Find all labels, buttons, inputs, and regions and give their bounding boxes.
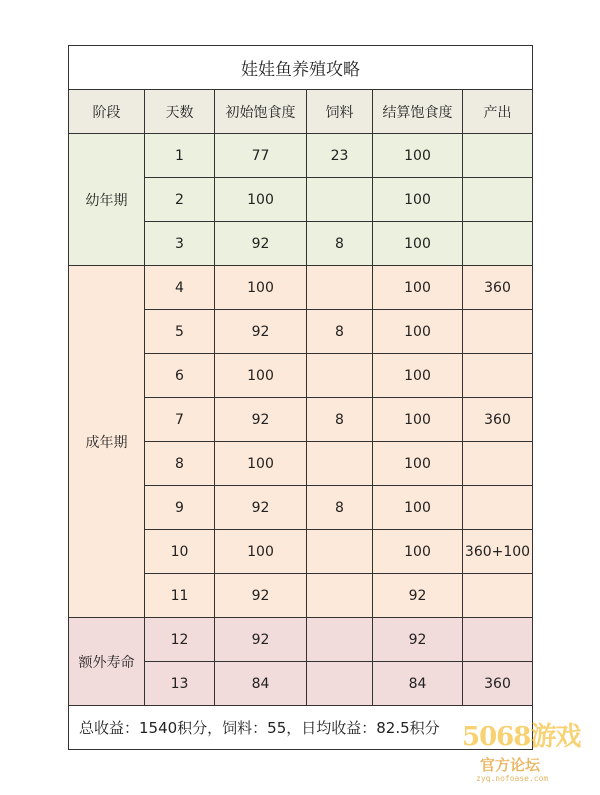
cell-final: 100: [373, 178, 463, 222]
header-final: 结算饱食度: [373, 90, 463, 134]
header-output: 产出: [463, 90, 533, 134]
cell-final: 92: [373, 618, 463, 662]
cell-final: 92: [373, 574, 463, 618]
table-title: 娃娃鱼养殖攻略: [69, 46, 533, 90]
cell-feed: [307, 442, 373, 486]
cell-output: 360+100: [463, 530, 533, 574]
cell-day: 10: [145, 530, 215, 574]
cell-final: 100: [373, 398, 463, 442]
cell-initial: 92: [215, 398, 307, 442]
cell-output: [463, 486, 533, 530]
cell-feed: [307, 178, 373, 222]
cell-day: 1: [145, 134, 215, 178]
cell-final: 100: [373, 486, 463, 530]
cell-day: 9: [145, 486, 215, 530]
cell-initial: 92: [215, 618, 307, 662]
watermark-logo: 5068游戏: [462, 722, 581, 752]
cell-day: 12: [145, 618, 215, 662]
cell-output: 360: [463, 398, 533, 442]
cell-feed: [307, 530, 373, 574]
summary-text: 总收益：1540积分，饲料：55，日均收益：82.5积分: [69, 706, 533, 750]
header-initial: 初始饱食度: [215, 90, 307, 134]
cell-final: 84: [373, 662, 463, 706]
cell-final: 100: [373, 310, 463, 354]
cell-output: [463, 354, 533, 398]
table-row: [69, 266, 533, 310]
title-row: [69, 46, 533, 90]
cell-output: 360: [463, 266, 533, 310]
cell-day: 3: [145, 222, 215, 266]
cell-initial: 92: [215, 574, 307, 618]
cell-feed: [307, 574, 373, 618]
cell-output: [463, 178, 533, 222]
cell-initial: 92: [215, 310, 307, 354]
header-stage: 阶段: [69, 90, 145, 134]
cell-final: 100: [373, 134, 463, 178]
cell-day: 7: [145, 398, 215, 442]
cell-day: 8: [145, 442, 215, 486]
cell-feed: 8: [307, 310, 373, 354]
cell-output: [463, 222, 533, 266]
cell-day: 2: [145, 178, 215, 222]
cell-initial: 92: [215, 222, 307, 266]
cell-output: [463, 310, 533, 354]
cell-feed: 8: [307, 398, 373, 442]
cell-day: 4: [145, 266, 215, 310]
watermark-sub: 官方论坛: [480, 756, 541, 774]
cell-day: 5: [145, 310, 215, 354]
cell-day: 6: [145, 354, 215, 398]
cell-feed: [307, 354, 373, 398]
cell-feed: 8: [307, 486, 373, 530]
cell-output: [463, 442, 533, 486]
cell-initial: 100: [215, 266, 307, 310]
cell-output: 360: [463, 662, 533, 706]
cell-initial: 84: [215, 662, 307, 706]
stage-cell-adult: 成年期: [69, 266, 145, 618]
cell-day: 11: [145, 574, 215, 618]
watermark: [462, 716, 592, 791]
cell-initial: 100: [215, 354, 307, 398]
table-row: [69, 618, 533, 662]
cell-initial: 100: [215, 178, 307, 222]
header-row: [69, 90, 533, 134]
cell-output: [463, 134, 533, 178]
watermark-url: zyq.nofoase.com: [476, 774, 549, 783]
strategy-table: [68, 45, 533, 750]
cell-final: 100: [373, 530, 463, 574]
cell-final: 100: [373, 222, 463, 266]
stage-cell-youth: 幼年期: [69, 134, 145, 266]
stage-cell-extra: 额外寿命: [69, 618, 145, 706]
cell-output: [463, 574, 533, 618]
cell-initial: 100: [215, 442, 307, 486]
cell-final: 100: [373, 442, 463, 486]
cell-final: 100: [373, 266, 463, 310]
header-feed: 饲料: [307, 90, 373, 134]
cell-feed: 8: [307, 222, 373, 266]
cell-initial: 92: [215, 486, 307, 530]
cell-output: [463, 618, 533, 662]
cell-feed: [307, 662, 373, 706]
cell-day: 13: [145, 662, 215, 706]
cell-feed: [307, 266, 373, 310]
cell-initial: 77: [215, 134, 307, 178]
cell-initial: 100: [215, 530, 307, 574]
cell-final: 100: [373, 354, 463, 398]
cell-feed: [307, 618, 373, 662]
table-row: [69, 134, 533, 178]
header-day: 天数: [145, 90, 215, 134]
cell-feed: 23: [307, 134, 373, 178]
